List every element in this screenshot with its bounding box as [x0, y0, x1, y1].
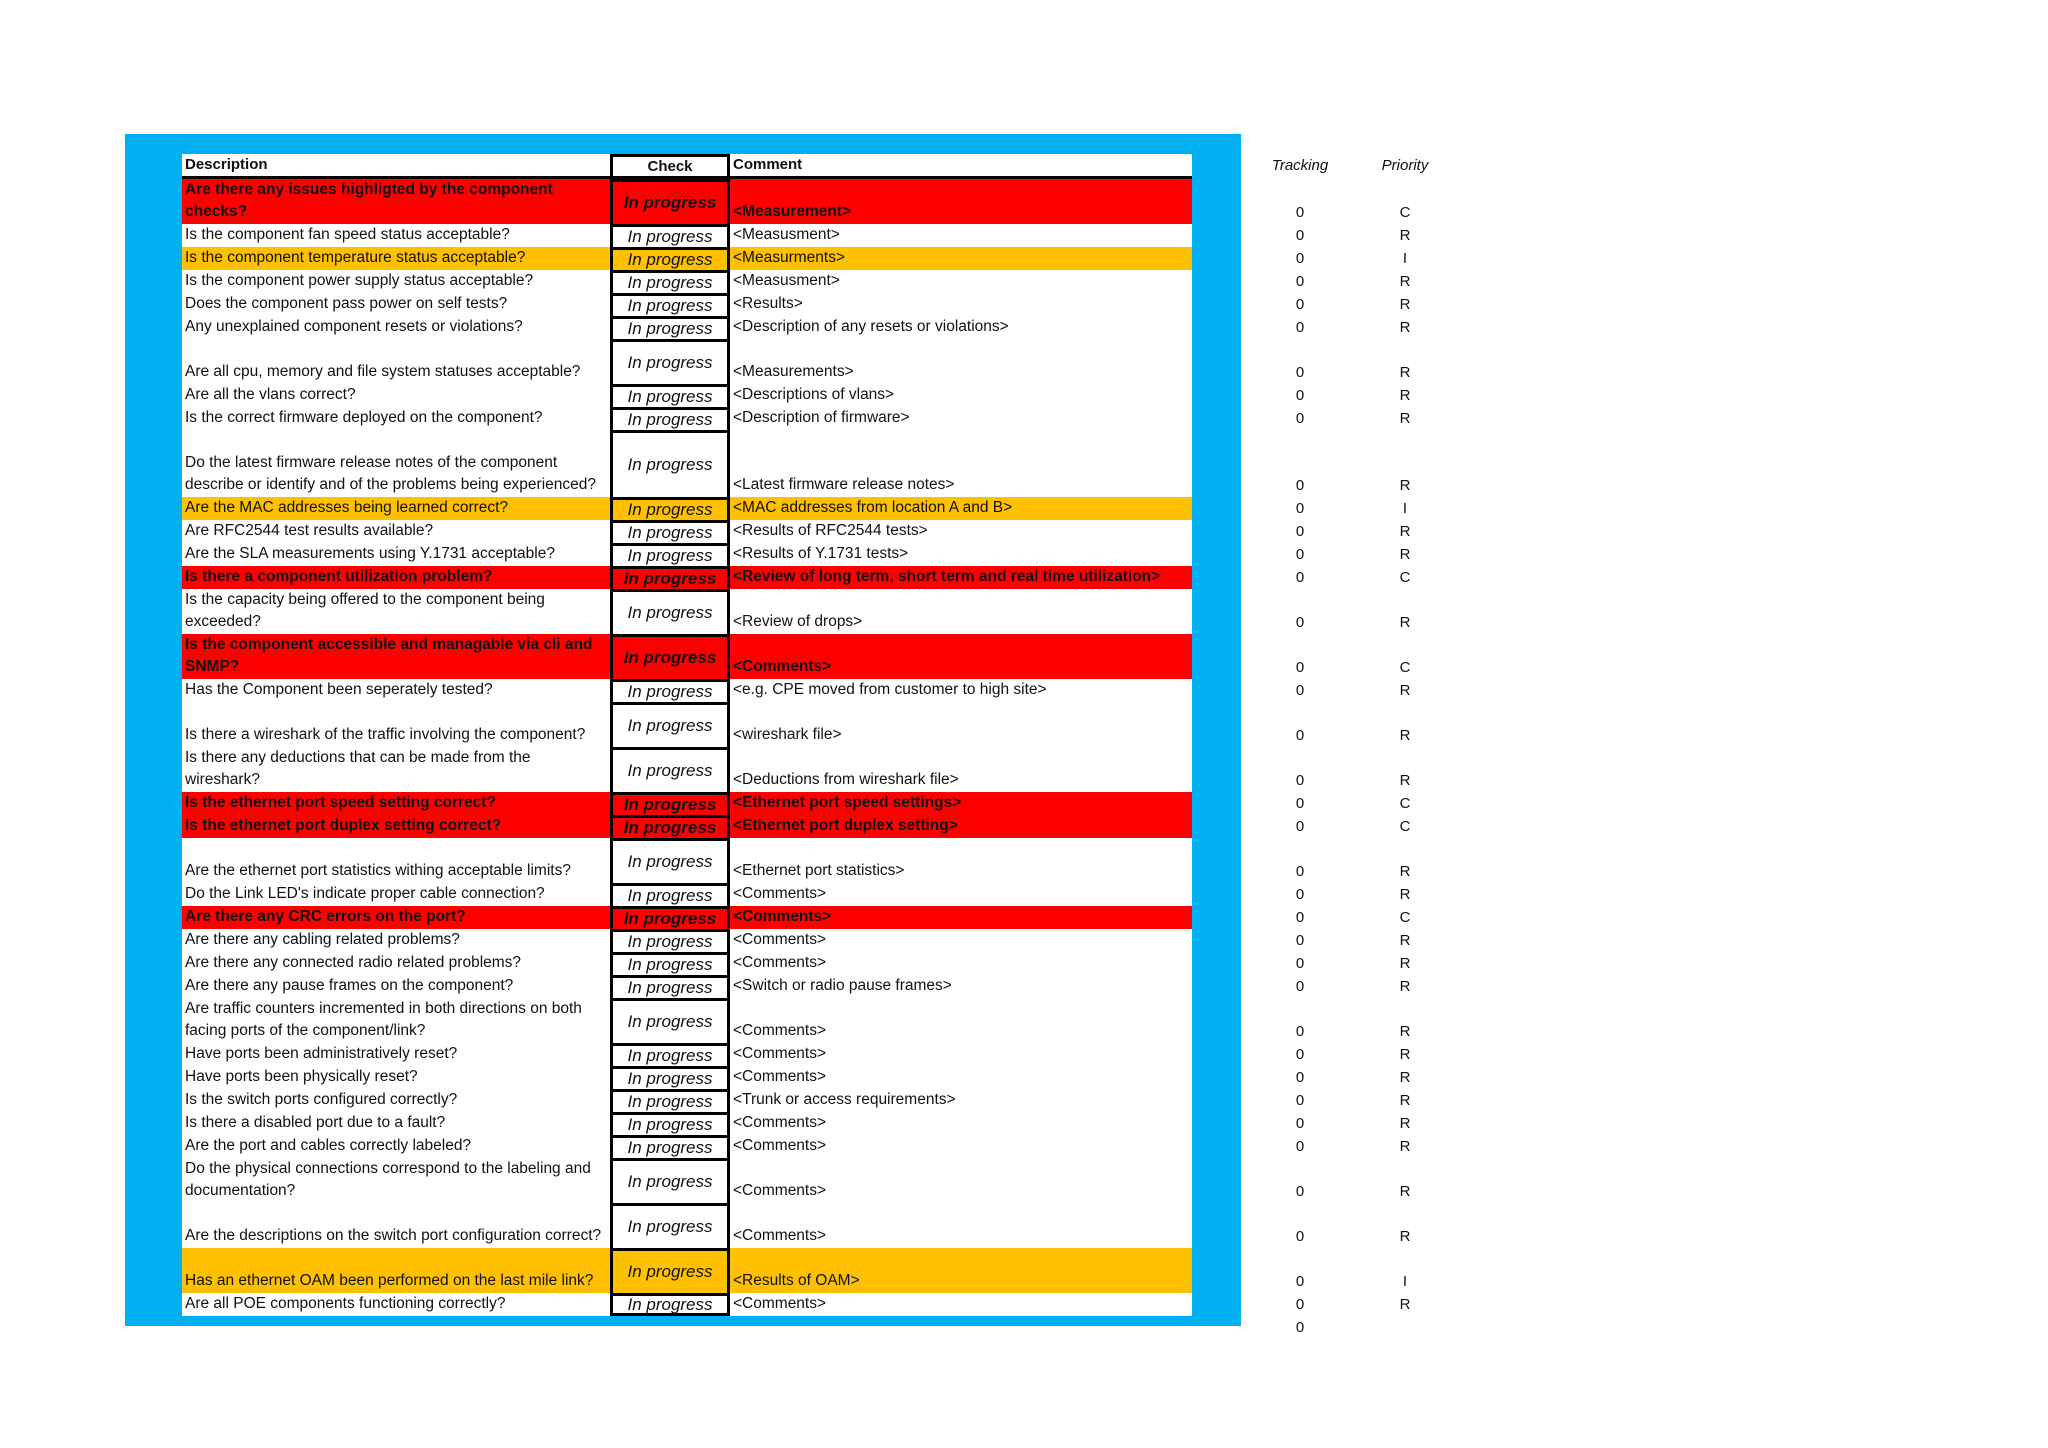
table-row [182, 1066, 1192, 1089]
row-description: Are the descriptions on the switch port configuration correct? [182, 1203, 610, 1248]
row-priority: R [1399, 1183, 1411, 1200]
row-check-status[interactable]: In progress [610, 430, 730, 497]
row-tracking: 0 [1295, 682, 1305, 699]
row-comment[interactable]: <Comments> [730, 1066, 1192, 1089]
row-priority: I [1402, 250, 1408, 267]
row-priority: R [1399, 1046, 1411, 1063]
row-description: Is the component temperature status acceptable? [182, 247, 610, 270]
table-row [182, 1248, 1192, 1293]
row-check-status[interactable]: In progress [610, 224, 730, 247]
row-check-status[interactable]: In progress [610, 1293, 730, 1316]
row-comment[interactable]: <Ethernet port speed settings> [730, 792, 1192, 815]
row-comment[interactable]: <Descriptions of vlans> [730, 384, 1192, 407]
row-priority: R [1399, 227, 1411, 244]
row-description: Are the port and cables correctly labeled? [182, 1135, 610, 1158]
row-tracking: 0 [1295, 1046, 1305, 1063]
row-priority: R [1399, 1228, 1411, 1245]
row-tracking: 0 [1295, 863, 1305, 880]
table-row [182, 702, 1192, 747]
row-description: Do the latest firmware release notes of the component describe or identify and of the problems being experienced? [182, 430, 610, 497]
row-comment[interactable]: <Comments> [730, 1293, 1192, 1316]
row-priority: R [1399, 477, 1411, 494]
row-comment[interactable]: <Comments> [730, 1203, 1192, 1248]
row-tracking: 0 [1295, 1138, 1305, 1155]
row-description: Is the ethernet port duplex setting correct? [182, 815, 610, 838]
description-header: Description [182, 154, 610, 176]
row-comment[interactable]: <Comments> [730, 1043, 1192, 1066]
tracking-header: Tracking [1271, 156, 1329, 174]
row-check-status[interactable]: In progress [610, 747, 730, 792]
row-description: Is the component power supply status acceptable? [182, 270, 610, 293]
row-priority: R [1399, 1023, 1411, 1040]
table-row [182, 543, 1192, 566]
row-tracking: 0 [1295, 886, 1305, 903]
row-comment[interactable]: <Measurments> [730, 247, 1192, 270]
table-row [182, 1293, 1192, 1316]
row-tracking: 0 [1295, 250, 1305, 267]
row-description: Has the Component been seperately tested? [182, 679, 610, 702]
table-row [182, 838, 1192, 883]
row-comment[interactable]: <Comments> [730, 929, 1192, 952]
row-comment[interactable]: <Results of OAM> [730, 1248, 1192, 1293]
table-row [182, 634, 1192, 679]
row-priority: C [1399, 569, 1411, 586]
row-tracking: 0 [1295, 772, 1305, 789]
row-priority: R [1399, 410, 1411, 427]
row-tracking: 0 [1295, 546, 1305, 563]
row-priority: C [1399, 659, 1411, 676]
row-tracking: 0 [1295, 1115, 1305, 1132]
table-row [182, 1135, 1192, 1158]
row-comment[interactable]: <Ethernet port statistics> [730, 838, 1192, 883]
row-description: Is the component fan speed status acceptable? [182, 224, 610, 247]
row-priority: R [1399, 932, 1411, 949]
row-tracking: 0 [1295, 659, 1305, 676]
row-check-status[interactable]: In progress [610, 634, 730, 679]
row-description: Any unexplained component resets or violations? [182, 316, 610, 339]
row-tracking: 0 [1295, 500, 1305, 517]
row-tracking: 0 [1295, 795, 1305, 812]
row-tracking: 0 [1295, 1023, 1305, 1040]
table-row [182, 1158, 1192, 1203]
table-row [182, 179, 1192, 224]
row-tracking: 0 [1295, 1228, 1305, 1245]
row-check-status[interactable]: In progress [610, 883, 730, 906]
row-check-status[interactable]: In progress [610, 1066, 730, 1089]
row-priority: R [1399, 319, 1411, 336]
row-description: Are there any connected radio related problems? [182, 952, 610, 975]
row-description: Is the ethernet port speed setting correct? [182, 792, 610, 815]
row-comment[interactable]: <Review of long term, short term and real time utilization> [730, 566, 1192, 589]
row-description: Are RFC2544 test results available? [182, 520, 610, 543]
row-priority: R [1399, 955, 1411, 972]
priority-header: Priority [1381, 156, 1429, 174]
row-check-status[interactable]: In progress [610, 975, 730, 998]
row-description: Are there any issues highligted by the component checks? [182, 179, 610, 224]
row-description: Are all the vlans correct? [182, 384, 610, 407]
row-check-status[interactable]: In progress [610, 497, 730, 520]
table-row [182, 566, 1192, 589]
row-comment[interactable]: <Results of Y.1731 tests> [730, 543, 1192, 566]
row-priority: R [1399, 863, 1411, 880]
row-description: Is the capacity being offered to the component being exceeded? [182, 589, 610, 634]
row-description: Do the physical connections correspond to the labeling and documentation? [182, 1158, 610, 1203]
row-priority: R [1399, 523, 1411, 540]
row-priority: I [1402, 500, 1408, 517]
row-check-status[interactable]: In progress [610, 566, 730, 589]
row-priority: R [1399, 682, 1411, 699]
table-row [182, 1043, 1192, 1066]
comment-header: Comment [730, 154, 1192, 176]
row-tracking: 0 [1295, 523, 1305, 540]
row-tracking: 0 [1295, 273, 1305, 290]
table-row [182, 1203, 1192, 1248]
row-comment[interactable]: <Description of firmware> [730, 407, 1192, 430]
row-description: Are all POE components functioning correctly? [182, 1293, 610, 1316]
row-description: Have ports been administratively reset? [182, 1043, 610, 1066]
row-check-status[interactable]: In progress [610, 906, 730, 929]
table-row [182, 1089, 1192, 1112]
table-row [182, 998, 1192, 1043]
row-description: Is the component accessible and managable via cli and SNMP? [182, 634, 610, 679]
row-priority: R [1399, 614, 1411, 631]
row-description: Are all cpu, memory and file system statuses acceptable? [182, 339, 610, 384]
row-description: Is the correct firmware deployed on the component? [182, 407, 610, 430]
row-check-status[interactable]: In progress [610, 407, 730, 430]
row-tracking: 0 [1295, 569, 1305, 586]
row-tracking: 0 [1295, 932, 1305, 949]
header-row [182, 154, 1192, 179]
row-comment[interactable]: <Trunk or access requirements> [730, 1089, 1192, 1112]
row-comment[interactable]: <Switch or radio pause frames> [730, 975, 1192, 998]
row-priority: R [1399, 1115, 1411, 1132]
row-description: Are the SLA measurements using Y.1731 acceptable? [182, 543, 610, 566]
row-comment[interactable]: <Comments> [730, 906, 1192, 929]
row-check-status[interactable]: In progress [610, 838, 730, 883]
row-check-status[interactable]: In progress [610, 702, 730, 747]
row-tracking: 0 [1295, 818, 1305, 835]
row-priority: R [1399, 1092, 1411, 1109]
table-row [182, 224, 1192, 247]
table-row [182, 407, 1192, 430]
row-check-status[interactable]: In progress [610, 339, 730, 384]
row-check-status[interactable]: In progress [610, 815, 730, 838]
row-tracking: 0 [1295, 1273, 1305, 1290]
row-comment[interactable]: <Comments> [730, 1158, 1192, 1203]
row-tracking: 0 [1295, 204, 1305, 221]
row-comment[interactable]: <Review of drops> [730, 589, 1192, 634]
row-priority: C [1399, 818, 1411, 835]
row-comment[interactable]: <Comments> [730, 1135, 1192, 1158]
row-priority: R [1399, 296, 1411, 313]
row-description: Does the component pass power on self tests? [182, 293, 610, 316]
row-tracking: 0 [1295, 319, 1305, 336]
tracking-total: 0 [1295, 1319, 1305, 1336]
row-check-status[interactable]: In progress [610, 543, 730, 566]
table-row [182, 906, 1192, 929]
row-check-status[interactable]: In progress [610, 952, 730, 975]
table-row [182, 747, 1192, 792]
table-row [182, 975, 1192, 998]
row-comment[interactable]: <Measurements> [730, 339, 1192, 384]
row-priority: R [1399, 886, 1411, 903]
table-row [182, 316, 1192, 339]
row-description: Is there any deductions that can be made from the wireshark? [182, 747, 610, 792]
row-description: Have ports been physically reset? [182, 1066, 610, 1089]
row-tracking: 0 [1295, 614, 1305, 631]
row-priority: R [1399, 1069, 1411, 1086]
row-tracking: 0 [1295, 227, 1305, 244]
row-comment[interactable]: <Deductions from wireshark file> [730, 747, 1192, 792]
row-check-status[interactable]: In progress [610, 1248, 730, 1293]
check-header: Check [610, 154, 730, 176]
row-check-status[interactable]: In progress [610, 316, 730, 339]
row-tracking: 0 [1295, 955, 1305, 972]
row-check-status[interactable]: In progress [610, 293, 730, 316]
row-check-status[interactable]: In progress [610, 1135, 730, 1158]
row-priority: C [1399, 204, 1411, 221]
row-tracking: 0 [1295, 1183, 1305, 1200]
row-check-status[interactable]: In progress [610, 1089, 730, 1112]
row-priority: R [1399, 1138, 1411, 1155]
row-check-status[interactable]: In progress [610, 179, 730, 224]
row-comment[interactable]: <Results of RFC2544 tests> [730, 520, 1192, 543]
row-comment[interactable]: <MAC addresses from location A and B> [730, 497, 1192, 520]
row-check-status[interactable]: In progress [610, 929, 730, 952]
row-tracking: 0 [1295, 978, 1305, 995]
row-check-status[interactable]: In progress [610, 247, 730, 270]
row-check-status[interactable]: In progress [610, 1043, 730, 1066]
row-check-status[interactable]: In progress [610, 1158, 730, 1203]
row-tracking: 0 [1295, 727, 1305, 744]
row-comment[interactable]: <Latest firmware release notes> [730, 430, 1192, 497]
row-priority: R [1399, 727, 1411, 744]
row-check-status[interactable]: In progress [610, 520, 730, 543]
row-tracking: 0 [1295, 387, 1305, 404]
table-row [182, 384, 1192, 407]
row-comment[interactable]: <Comments> [730, 1112, 1192, 1135]
table-row [182, 952, 1192, 975]
row-tracking: 0 [1295, 1069, 1305, 1086]
table-row [182, 929, 1192, 952]
table-row [182, 430, 1192, 497]
row-comment[interactable]: <Comments> [730, 998, 1192, 1043]
row-description: Are there any CRC errors on the port? [182, 906, 610, 929]
row-description: Are there any cabling related problems? [182, 929, 610, 952]
table-row [182, 883, 1192, 906]
row-description: Is there a wireshark of the traffic involving the component? [182, 702, 610, 747]
row-description: Has an ethernet OAM been performed on the last mile link? [182, 1248, 610, 1293]
row-tracking: 0 [1295, 1296, 1305, 1313]
row-comment[interactable]: <wireshark file> [730, 702, 1192, 747]
row-description: Are there any pause frames on the component? [182, 975, 610, 998]
row-priority: R [1399, 772, 1411, 789]
row-priority: I [1402, 1273, 1408, 1290]
table-row [182, 679, 1192, 702]
row-comment[interactable]: <Measusment> [730, 224, 1192, 247]
row-tracking: 0 [1295, 364, 1305, 381]
row-check-status[interactable]: In progress [610, 270, 730, 293]
row-tracking: 0 [1295, 410, 1305, 427]
table-row [182, 520, 1192, 543]
row-description: Are traffic counters incremented in both directions on both facing ports of the component/link? [182, 998, 610, 1043]
table-row [182, 1112, 1192, 1135]
row-priority: R [1399, 273, 1411, 290]
row-comment[interactable]: <Ethernet port duplex setting> [730, 815, 1192, 838]
row-comment[interactable]: <e.g. CPE moved from customer to high site> [730, 679, 1192, 702]
table-row [182, 339, 1192, 384]
table-row [182, 815, 1192, 838]
row-check-status[interactable]: In progress [610, 384, 730, 407]
row-priority: C [1399, 909, 1411, 926]
row-priority: R [1399, 387, 1411, 404]
table-row [182, 589, 1192, 634]
row-tracking: 0 [1295, 296, 1305, 313]
row-comment[interactable]: <Results> [730, 293, 1192, 316]
tracking-priority-columns [1230, 154, 1440, 1336]
row-description: Do the Link LED's indicate proper cable connection? [182, 883, 610, 906]
table-row [182, 792, 1192, 815]
row-comment[interactable]: <Measurement> [730, 179, 1192, 224]
table-row [182, 497, 1192, 520]
row-tracking: 0 [1295, 1092, 1305, 1109]
table-row [182, 270, 1192, 293]
row-tracking: 0 [1295, 909, 1305, 926]
table-row [182, 247, 1192, 270]
row-priority: C [1399, 795, 1411, 812]
row-comment[interactable]: <Comments> [730, 883, 1192, 906]
row-priority: R [1399, 1296, 1411, 1313]
row-description: Is the switch ports configured correctly? [182, 1089, 610, 1112]
row-description: Is there a disabled port due to a fault? [182, 1112, 610, 1135]
row-description: Are the MAC addresses being learned correct? [182, 497, 610, 520]
row-check-status[interactable]: In progress [610, 792, 730, 815]
row-comment[interactable]: <Measusment> [730, 270, 1192, 293]
row-priority: R [1399, 978, 1411, 995]
row-check-status[interactable]: In progress [610, 998, 730, 1043]
row-check-status[interactable]: In progress [610, 589, 730, 634]
row-description: Are the ethernet port statistics withing acceptable limits? [182, 838, 610, 883]
row-check-status[interactable]: In progress [610, 1203, 730, 1248]
row-comment[interactable]: <Comments> [730, 634, 1192, 679]
row-priority: R [1399, 546, 1411, 563]
row-description: Is there a component utilization problem? [182, 566, 610, 589]
row-priority: R [1399, 364, 1411, 381]
row-comment[interactable]: <Comments> [730, 952, 1192, 975]
row-comment[interactable]: <Description of any resets or violations> [730, 316, 1192, 339]
table-row [182, 293, 1192, 316]
row-check-status[interactable]: In progress [610, 679, 730, 702]
checklist-table [182, 154, 1192, 1316]
row-tracking: 0 [1295, 477, 1305, 494]
row-check-status[interactable]: In progress [610, 1112, 730, 1135]
